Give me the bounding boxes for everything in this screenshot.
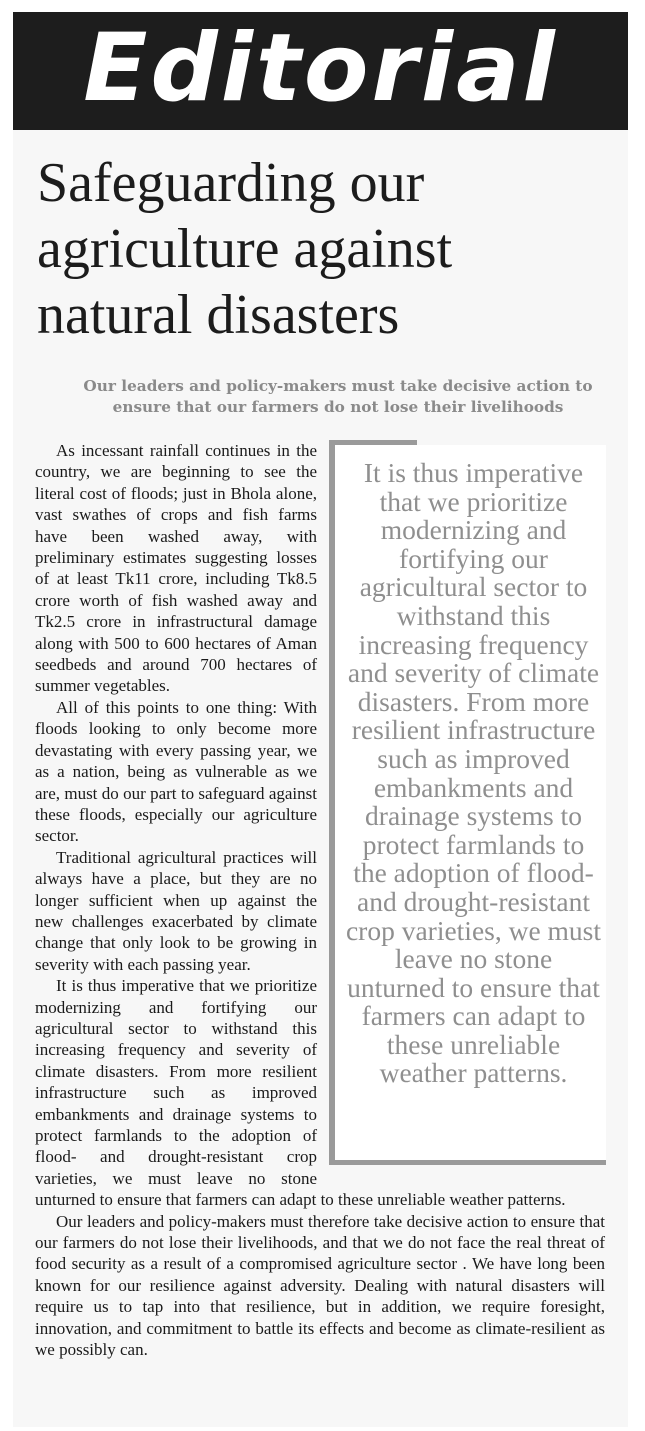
article-paragraph-2: All of this points to one thing: With floods looking to only become more devastating with every passing year, we as a nation, being as vulnerable as we are, must do our part to safeguard against these floods, especially our agriculture sector.	[35, 697, 317, 846]
article-paragraph-3: Traditional agricultural practices will always have a place, but they are no longer sufficient when up against the new challenges exacerbated by climate change that only look to be growing in severity with each passing year.	[35, 847, 317, 974]
banner-title: Editorial	[83, 14, 558, 123]
article-headline: Safeguarding our agriculture against natural disasters	[37, 152, 453, 346]
pullquote-text: It is thus imperative that we prioritize modernizing and fortifying our agricultural sector to withstand this increasing frequency and severity of climate disasters. From more resilient infrastructure such as improved embankments and drainage systems to protect farmlands to the adoption of flood- and drought-resistant crop varieties, we must leave no stone unturned to ensure that farmers can adapt to these unreliable weather patterns.	[345, 457, 602, 1089]
editorial-banner	[13, 12, 628, 130]
pullquote-panel	[335, 445, 606, 1160]
article-paragraph-1: As incessant rainfall continues in the country, we are beginning to see the literal cost of floods; just in Bhola alone, vast swathes of crops and fish farms have been washed away, with preliminary estimates suggesting losses of at least Tk11 crore, including Tk8.5 crore worth of fish washed away and Tk2.5 crore in infrastructural damage along with 500 to 600 hectares of Aman seedbeds and around 700 hectares of summer vegetables.	[35, 441, 317, 696]
article-deck: Our leaders and policy-makers must take decisive action to ensure that our farmers do not lose their livelihoods	[83, 377, 593, 416]
article-paragraph-4: It is thus imperative that we prioritize modernizing and fortifying our agricultural sector to withstand this increasing frequency and severity of climate disasters. From more resilient infrastructure such as improved embankments and drainage systems to protect farmlands to the adoption of flood- and drought-resistant crop varieties, we must leave no stone unturned to ensure that farmers can adapt to these unreliable weather patterns.	[35, 976, 566, 1210]
article-body	[35, 440, 605, 1360]
pullquote-rule-bottom	[329, 1160, 606, 1165]
pullquote-box	[329, 440, 606, 1165]
article-paragraph-5: Our leaders and policy-makers must therefore take decisive action to ensure that our farmers do not lose their livelihoods, and that we do not face the real threat of food security as a result of a compromised agriculture sector . We have long been known for our resilience against adversity. Dealing with natural disasters will require us to tap into that resilience, but in addition, we require foresight, innovation, and commitment to battle its effects and become as climate-resilient as we possibly can.	[35, 1211, 605, 1360]
